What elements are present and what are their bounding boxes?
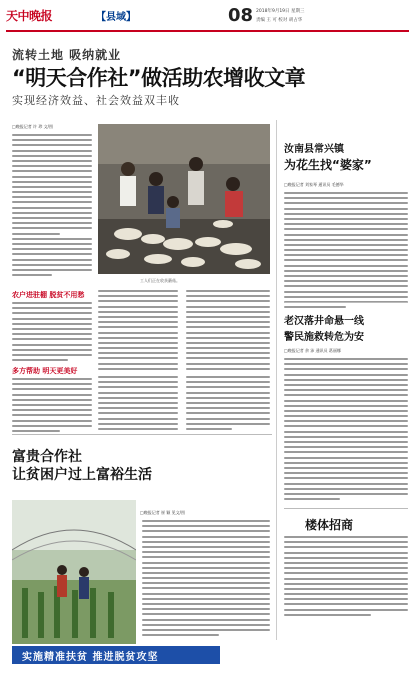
lead-photo — [98, 124, 270, 274]
lead-body-col4 — [186, 290, 270, 373]
story2-photo — [12, 500, 136, 644]
section-label: 【县域】 — [96, 12, 136, 23]
right2-headline-line1: 老汉落井命悬一线 — [284, 316, 364, 327]
date-line: 2018年9月19日 星期三 — [256, 9, 305, 14]
right1-headline-line2: 为花生找“婆家” — [284, 158, 372, 172]
lead-byline: □晚报记者 许 珍 文/图 — [12, 124, 53, 129]
masthead — [6, 6, 409, 32]
story-divider — [12, 434, 272, 435]
right-divider-2 — [284, 508, 408, 509]
lead-body-col1 — [12, 134, 92, 279]
lead-kicker: 流转土地 吸纳就业 — [12, 48, 122, 62]
story2-byline: □晚报记者 崔 颖 见文/图 — [140, 510, 185, 515]
lead-subtitle-1: 农户进驻棚 脱贫不用愁 — [12, 291, 85, 299]
editor-line: 责编 王 可 校对 胡占华 — [256, 18, 303, 23]
lead-body-col3 — [98, 290, 178, 373]
story2-headline-line1: 富贵合作社 — [12, 449, 82, 465]
lead-subtitle-2: 多方帮助 明天更美好 — [12, 367, 78, 375]
right2-body — [284, 358, 408, 503]
lead-body-col7 — [186, 376, 270, 433]
lead-photo-caption: 工人们正在收获蘑菇。 — [140, 278, 180, 283]
right1-byline: □晚报记者 刘家琴 通讯员 毛德华 — [284, 182, 344, 187]
lead-headline: “明天合作社”做活助农增收文章 — [12, 66, 306, 90]
story2-body — [142, 520, 270, 639]
ad-title: 楼体招商 — [305, 518, 354, 532]
column-divider — [276, 120, 277, 640]
lead-subhead: 实现经济效益、社会效益双丰收 — [12, 94, 180, 107]
policy-banner: 实施精准扶贫 推进脱贫攻坚 — [12, 646, 220, 664]
right1-body — [284, 192, 408, 311]
story2-headline-line2: 让贫困户过上富裕生活 — [12, 467, 152, 483]
right1-headline-line1: 汝南县常兴镇 — [284, 144, 344, 155]
lead-body-col2 — [12, 302, 92, 364]
right2-byline: □晚报记者 余 沛 通讯员 葛丽娜 — [284, 348, 341, 353]
lead-body-col6 — [98, 376, 178, 433]
right-divider-1 — [284, 302, 408, 303]
ad-body — [284, 536, 408, 619]
lead-body-col5 — [12, 378, 92, 435]
right2-headline-line2: 警民施救转危为安 — [284, 332, 364, 343]
newspaper-logo: 天中晚报 — [6, 9, 53, 23]
page-number: 08 — [228, 5, 254, 26]
